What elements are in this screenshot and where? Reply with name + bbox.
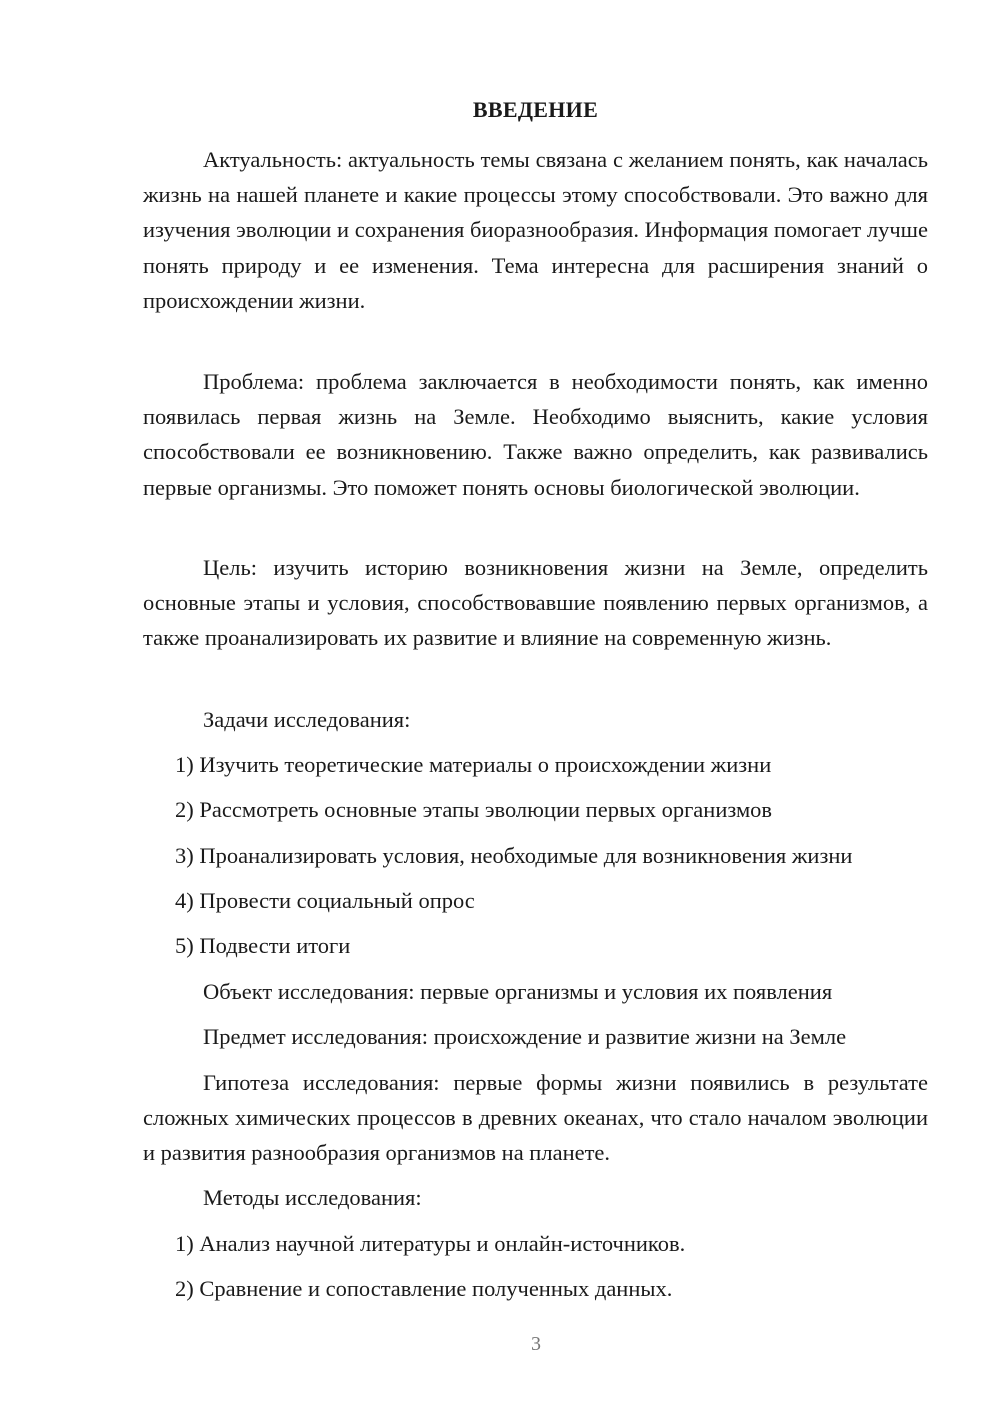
research-object: Объект исследования: первые организмы и условия их появления xyxy=(203,979,833,1004)
problem-paragraph: Проблема: проблема заключается в необходимости понять, как именно появилась первая жизнь на Земле. Необходимо выяснить, какие условия способствовали ее возникновению. Также важно определить, как развивались первые организмы. Это поможет понять основы биологической эволюции. xyxy=(143,369,928,500)
method-item: 1) Анализ научной литературы и онлайн-источников. xyxy=(175,1231,686,1256)
tasks-heading: Задачи исследования: xyxy=(203,707,411,732)
goal-paragraph: Цель: изучить историю возникновения жизни на Земле, определить основные этапы и условия, способствовавшие появлению первых организмов, а также проанализировать их развитие и влияние на современную жизнь. xyxy=(143,555,928,651)
page-number: 3 xyxy=(531,1333,541,1355)
research-subject: Предмет исследования: происхождение и развитие жизни на Земле xyxy=(203,1024,847,1049)
section-title: ВВЕДЕНИЕ xyxy=(472,97,599,122)
relevance-paragraph: Актуальность: актуальность темы связана с желанием понять, как началась жизнь на нашей планете и какие процессы этому способствовали. Это важно для изучения эволюции и сохранения биоразнообразия. Информация помогает лучше понять природу и ее изменения. Тема интересна для расширения знаний о происхождении жизни. xyxy=(143,147,928,313)
methods-heading: Методы исследования: xyxy=(203,1185,422,1210)
task-item: 5) Подвести итоги xyxy=(175,933,351,958)
task-item: 4) Провести социальный опрос xyxy=(175,888,475,913)
task-item: 1) Изучить теоретические материалы о происхождении жизни xyxy=(175,752,772,777)
task-item: 2) Рассмотреть основные этапы эволюции первых организмов xyxy=(175,797,773,822)
task-item: 3) Проанализировать условия, необходимые для возникновения жизни xyxy=(175,843,853,868)
hypothesis-paragraph: Гипотеза исследования: первые формы жизни появились в результате сложных химических процессов в древних океанах, что стало началом эволюции и развития разнообразия организмов на планете. xyxy=(143,1070,928,1166)
method-item: 2) Сравнение и сопоставление полученных данных. xyxy=(175,1276,673,1301)
